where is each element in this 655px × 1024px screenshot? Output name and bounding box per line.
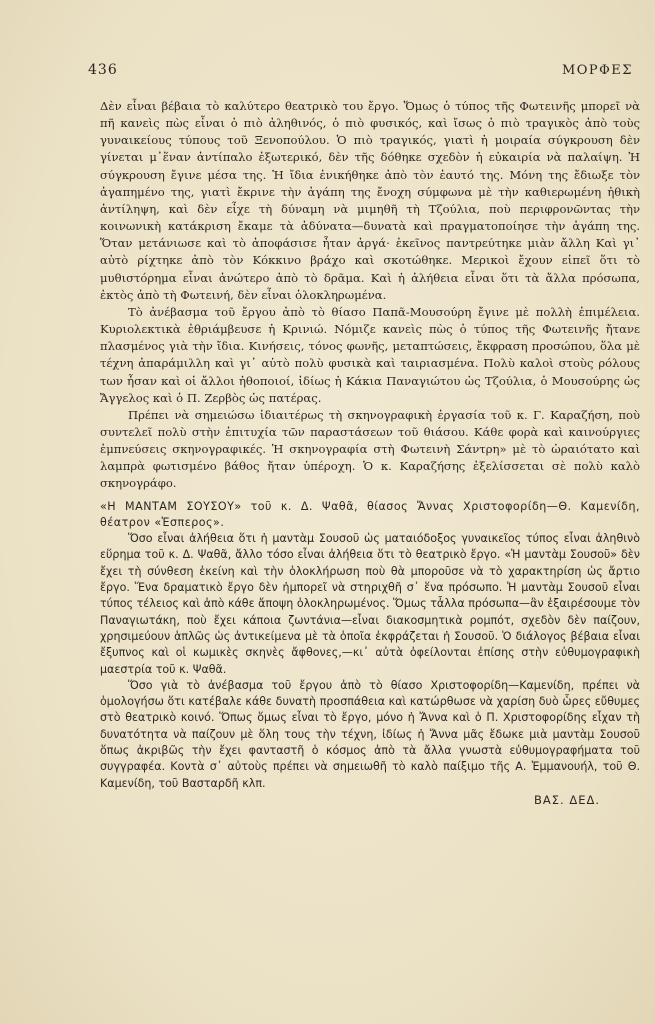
review-paragraph-play: Ὅσο εἶναι ἀλήθεια ὅτι ἡ μαντὰμ Σουσοῦ ὡς ματαιόδοξος γυναικεῖος τύπος εἶναι ἀληθινὸ εὕρημα τοῦ κ. Δ. Ψαθᾶ, ἄλλο τόσο εἶναι ἀλήθεια ὅτι τὸ θεατρικὸ ἔργο. «Ἡ μαντὰμ Σουσοῦ» δὲν ἔχει τὴ σύνθεση ἐκείνη καὶ τὴν ὁλοκλήρωση ποὺ θὰ μποροῦσε νὰ τὸ χαρακτηρίση ὡς ἄρτιο ἔργο. Ἕνα δραματικὸ ἔργο δὲν ἠμπορεῖ νὰ στηριχθῆ σ᾽ ἕνα πρόσωπο. Ἡ μαντὰμ Σουσοῦ εἶναι τύπος τέλειος καὶ ἀπὸ κάθε ἄποψη ὁλοκληρωμένος. Ὅμως τἆλλα πρόσωπα—ἂν ἐξαιρέσουμε τὸν Παναγιωτάκη, ποὺ ἔχει κάποια ζωντάνια—εἶναι διακοσμητικὰ ρομπότ, σχεδὸν δὲν παίζουν, χρησιμεύουν ἁπλῶς ὡς ἀντικείμενα μὲ τὰ ὁποῖα ἐκφράζεται ἡ Σουσοῦ. Ὁ διάλογος βέβαια εἶναι ἔξυπνος καὶ οἱ κωμικὲς σκηνὲς ἄφθονες,—κι᾽ αὐτὰ ὀφείλονται ἐπίσης στὴν εὐθυμογραφικὴ μαεστρία τοῦ κ. Ψαθᾶ. xyxy=(100,532,640,676)
paragraph-set-design: Πρέπει νὰ σημειώσω ἰδιαιτέρως τὴ σκηνογραφικὴ ἐργασία τοῦ κ. Γ. Καραζήση, ποὺ συντελεῖ πολὺ στὴν ἐπιτυχία τῶν παραστάσεων τοῦ θιάσου. Κάθε φορὰ καὶ καινούργιες ἐμπνεύσεις σκηνογραφικές. Ἡ σκηνογραφία στὴ Φωτεινὴ Σάντρη» μὲ τὸ ὡραιότατο καὶ λαμπρὰ φωτισμένο βάθος ἤταν ὑπέροχη. Ὁ κ. Καραζήσης ἐξελίσσεται σὲ πολὺ καλὸ σκηνογράφο. xyxy=(100,407,640,491)
paragraph-staging: Τὸ ἀνέβασμα τοῦ ἔργου ἀπὸ τὸ θίασο Παπᾶ-Μουσούρη ἔγινε μὲ πολλὴ ἐπιμέλεια. Κυριολεκτικὰ ἐθριάμβευσε ἡ Κρινιώ. Νόμιζε κανεὶς πὼς ὁ τύπος τῆς Φωτεινῆς ἤτανε πλασμένος γιὰ τὴν ἴδια. Κινήσεις, τόνος φωνῆς, μεταπτώσεις, ἔκφραση προσώπου, ὅλα μὲ τέχνη ἀπαράμιλλη καὶ γι᾽ αὐτὸ πολὺ φυσικὰ καὶ ταιριασμένα. Πολὺ καλοὶ στοὺς ρόλους των ἦσαν καὶ οἱ ἄλλοι ἠθοποιοί, ἰδίως ἡ Κάκια Παναγιώτου ὡς Τζούλια, ὁ Μουσούρης ὡς Ἄγγελος καὶ ὁ Π. Ζερβὸς ὡς πατέρας. xyxy=(100,304,640,405)
running-head: ΜΟΡΦΕΣ xyxy=(561,63,633,78)
paragraph-fotini-character: Δὲν εἶναι βέβαια τὸ καλύτερο θεατρικὸ του ἔργο. Ὅμως ὁ τύπος τῆς Φωτεινῆς μπορεῖ νὰ πῆ κανεὶς πὼς εἶναι ὁ πιὸ ἀληθινός, ὁ πιὸ φυσικός, καὶ ἴσως ὁ πιὸ τραγικὸς ἀπὸ τοὺς γυναικείους τύπους τοῦ Ξενοπούλου. Ὁ πιὸ τραγικός, γιατὶ ἡ μοιραία σύγκρουση δὲν γίνεται μ᾽ἕναν ἀντίπαλο ἐξωτερικό, δὲν τῆς δόθηκε σχεδὸν ἡ εὐκαιρία νὰ παλαίψη. Ἡ σύγκρουση ἔγινε μέσα της. Ἡ ἴδια ἐνικήθηκε ἀπὸ τὸν ἑαυτό της. Μόνη της ἔδιωξε τὸν ἀγαπημένο της, γιατὶ ἔκρινε τὴν ἀγάπη της ἔνοχη σύμφωνα μὲ τὴν καθιερωμένη ἠθικὴ ἀντίληψη, καὶ δὲν εἶχε τὴ δύναμη νὰ μιμηθῆ τὴ Τζούλια, ποὺ περιφρονῶντας τὴν κοινωνικὴ κατάκριση ἔκαμε τὰ ἀδύνατα—δυνατὰ καὶ πραγματοποίησε τὴν ἀγάπη της. Ὅταν μετάνιωσε καὶ τὸ ἀποφάσισε ἦταν ἀργά· ἐκεῖνος παντρεύτηκε μιὰν ἄλλη Καὶ γι᾽ αὐτὸ ρίχτηκε ἀπὸ τὸν Κόκκινο βράχο καὶ σκοτώθηκε. Μερικοὶ ἔχουν εἰπεῖ ὅτι τὸ μυθιστόρημα εἶναι ἀνώτερο ἀπὸ τὸ δρᾶμα. Καὶ ἡ ἀλήθεια εἶναι ὅτι τὰ ἄλλα πρόσωπα, ἐκτὸς ἀπὸ τὴ Φωτεινή, δὲν εἶναι ὁλοκληρωμένα. xyxy=(100,99,640,302)
review-title: «Η ΜΑΝΤΑΜ ΣΟΥΣΟΥ» τοῦ κ. Δ. Ψαθᾶ, θίασος Ἄννας Χριστοφορίδη—Θ. Καμενίδη, θέατρον «Ἑσπερος». xyxy=(100,499,640,529)
page-header xyxy=(88,62,633,78)
article-body xyxy=(100,98,640,809)
author-signature: ΒΑΣ. ΔΕΔ. xyxy=(534,792,600,807)
review-paragraph-performance: Ὅσο γιὰ τὸ ἀνέβασμα τοῦ ἔργου ἀπὸ τὸ θίασο Χριστοφορίδη—Καμενίδη, πρέπει νὰ ὁμολογήσω ὅτι κατέβαλε κάθε δυνατὴ προσπάθεια καὶ κατώρθωσε νὰ χαρίση δυὸ ὧρες εὔθυμες στὸ θεατρικὸ κοινό. Ὅπως ὅμως εἶναι τὸ ἔργο, μόνο ἡ Ἄννα καὶ ὁ Π. Χριστοφορίδης εἶχαν τὴ δυνατότητα νὰ παίζουν μὲ ὅλη τους τὴν τέχνη, ἰδίως ἡ Ἄννα μᾶς ἔδωκε μιὰ μαντὰμ Σουσοῦ ὅπως ἀκριβῶς τὴν ἔχει φανταστῆ ὁ κόσμος ἀπὸ τὰ ἄλλα γνωστὰ εὐθυμογραφήματα τοῦ συγγραφέα. Κοντὰ σ᾽ αὐτοὺς πρέπει νὰ σημειωθῆ τὸ καλὸ παίξιμο τῆς Α. Ἐμμανουήλ, τοῦ Θ. Καμενίδη, τοῦ Βασταρδῆ κλπ. xyxy=(100,678,640,790)
page-number: 436 xyxy=(88,62,118,78)
